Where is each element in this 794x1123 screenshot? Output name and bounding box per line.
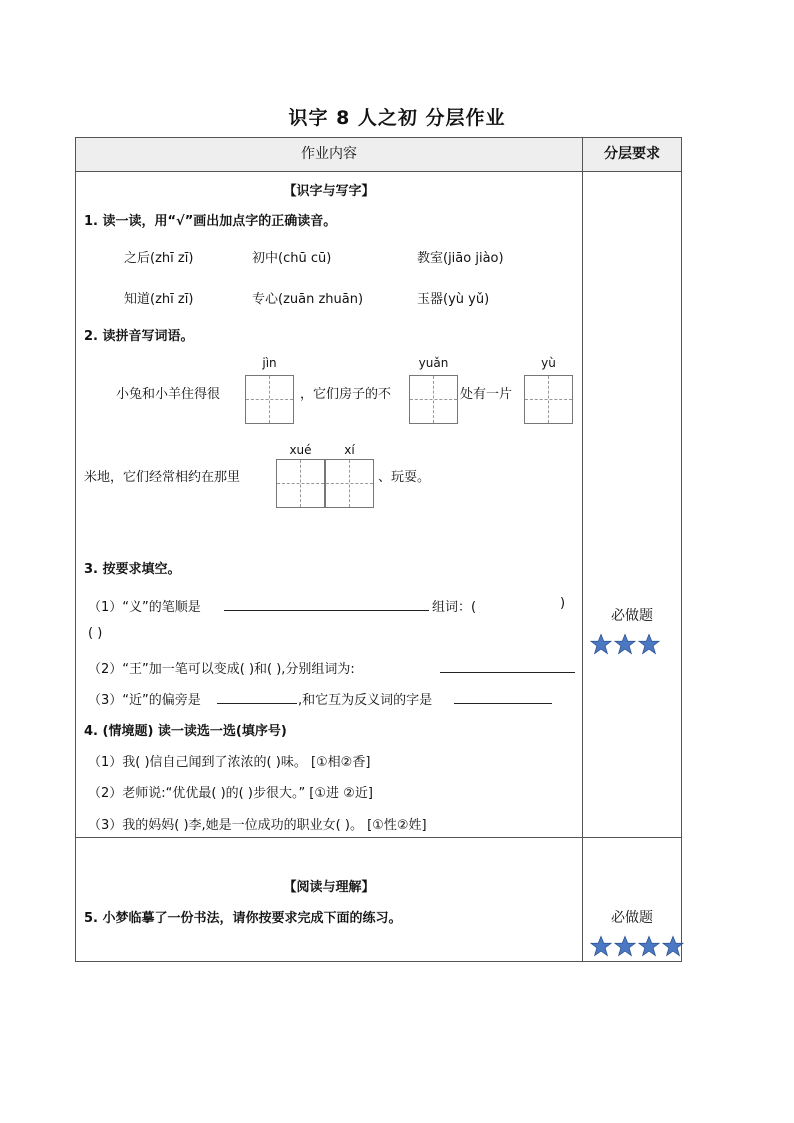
writing-grid-box[interactable] [409, 375, 458, 424]
q2-text: 米地，它们经常相约在那里 [84, 470, 241, 485]
answer-blank[interactable] [440, 672, 575, 673]
star-icon [614, 633, 636, 655]
q1-item: 专心(zuān zhuān) [252, 292, 364, 307]
writing-grid-box[interactable] [276, 459, 325, 508]
q3-line: 组词：( [432, 600, 477, 615]
q5-prompt: 5. 小梦临摹了一份书法，请你按要求完成下面的练习。 [84, 911, 402, 926]
star-icon [638, 935, 660, 957]
difficulty-stars [590, 633, 660, 655]
q1-item: 玉器(yù yǔ) [417, 292, 490, 307]
q4-line: （3）我的妈妈( )李,她是一位成功的职业女( )。 [①性②姓] [88, 818, 427, 833]
q3-prompt: 3. 按要求填空。 [84, 562, 181, 577]
star-icon [590, 935, 612, 957]
writing-grid-box[interactable] [245, 375, 294, 424]
q3-line: （3）“近”的偏旁是 [88, 693, 201, 708]
writing-grid-box[interactable] [524, 375, 573, 424]
q3-line: ) [560, 596, 566, 611]
header-content-column: 作业内容 [301, 146, 357, 162]
level-label: 必做题 [611, 608, 653, 624]
pinyin-label: yuǎn [418, 356, 449, 370]
star-icon [638, 633, 660, 655]
q3-line: （1）“义”的笔顺是 [88, 600, 201, 615]
q3-line: ,和它互为反义词的字是 [298, 693, 433, 708]
difficulty-stars [590, 935, 684, 957]
star-icon [662, 935, 684, 957]
star-icon [590, 633, 612, 655]
q3-line: （2）“王”加一笔可以变成( )和( ),分别组词为: [88, 662, 355, 677]
pinyin-label: xí [344, 443, 355, 457]
q4-line: （2）老师说:“优优最( )的( )步很大。” [①进 ②近] [88, 786, 373, 801]
q2-prompt: 2. 读拼音写词语。 [84, 329, 194, 344]
writing-grid-box[interactable] [325, 459, 374, 508]
q1-prompt: 1. 读一读，用“√”画出加点字的正确读音。 [84, 214, 337, 229]
homework-table [75, 137, 682, 962]
q4-prompt: 4. (情境题) 读一读选一选(填序号) [84, 724, 287, 739]
answer-blank[interactable] [224, 610, 429, 611]
answer-blank[interactable] [217, 703, 297, 704]
q4-line: （1）我( )信自己闻到了浓浓的( )味。 [①相②香] [88, 755, 371, 770]
section-heading-reading: 【阅读与理解】 [283, 880, 375, 895]
pinyin-label: yù [541, 356, 556, 370]
table-header [76, 138, 681, 172]
header-level-column: 分层要求 [604, 146, 660, 162]
level-label: 必做题 [611, 910, 653, 926]
q1-item: 之后(zhī zī) [124, 251, 194, 266]
pinyin-label: jìn [262, 356, 277, 370]
q2-text: 、玩耍。 [378, 470, 431, 485]
q1-item: 初中(chū cū) [252, 251, 332, 266]
row-divider [76, 837, 681, 838]
pinyin-label: xué [289, 443, 312, 457]
star-icon [614, 935, 636, 957]
section-heading-literacy: 【识字与写字】 [283, 184, 375, 199]
q2-text: 小兔和小羊住得很 [116, 387, 221, 402]
q2-text: 处有一片 [460, 387, 513, 402]
q2-text: ，它们房子的不 [300, 387, 392, 402]
answer-blank[interactable] [454, 703, 552, 704]
page-title: 识字 8 人之初 分层作业 [288, 107, 506, 129]
q3-line: ( ) [88, 626, 103, 641]
q1-item: 教室(jiāo jiào) [417, 251, 504, 266]
q1-item: 知道(zhī zī) [124, 292, 194, 307]
